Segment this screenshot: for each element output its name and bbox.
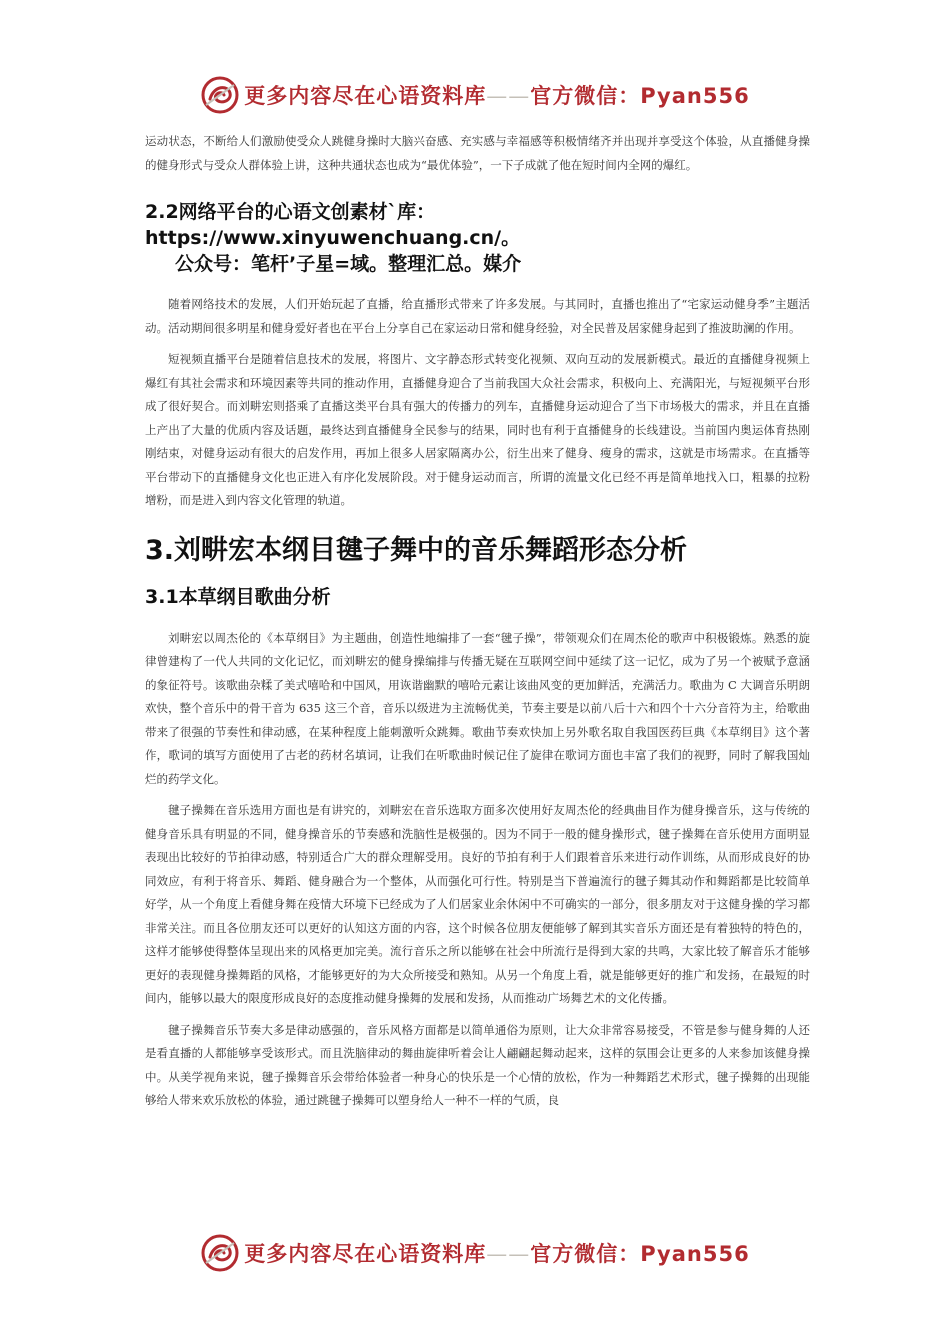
watermark-text [244,1238,749,1268]
watermark-separator: —— [486,84,531,108]
paragraph-2-2-b: 短视频直播平台是随着信息技术的发展，将图片、文字静态形式转变化视频、双向互动的发展新模式。最近的直播健身视频上爆红有其社会需求和环境因素等共同的推动作用，直播健身迎合了当前我国大众社会需求，积极向上、充满阳光，与短视频平台形成了很好契合。而刘畊宏则搭乘了直播这类平台具有强大的传播力的列车，直播健身运动迎合了当下市场极大的需求，并且在直播上产出了大量的优质内容及话题，最终达到直播健身全民参与的结果，同时也有利于直播健身的长线建设。当前国内奥运体育热刚刚结束，对健身运动有很大的启发作用，再加上很多人居家隔离办公，衍生出来了健身、瘦身的需求，这就是市场需求。在直播等平台带动下的直播健身文化也正进入有序化发展阶段。对于健身运动而言，所谓的流量文化已经不再是简单地找入口，粗暴的拉粉增粉，而是进入到内容文化管理的轨道。 [145,352,810,507]
heading-2-2-line2: 公众号：笔杆’子星=域。整理汇总。媒介 [175,253,522,275]
watermark-banner-bottom [0,1228,950,1278]
swirl-logo-icon [200,1233,240,1273]
paragraph-top: 运动状态，不断给人们激励使受众人跳健身操时大脑兴奋感、充实感与幸福感等积极情绪齐并出现并享受这个体验，从直播健身操的健身形式与受众人群体验上讲，这种共通状态也成为“最优体验”，一下子成就了他在短时间内全网的爆红。 [145,134,810,172]
watermark-wechat: 官方微信：Pyan556 [530,1242,750,1266]
paragraph-2-2-a: 随着网络技术的发展，人们开始玩起了直播，给直播形式带来了许多发展。与其同时，直播也推出了“宅家运动健身季”主题活动。活动期间很多明星和健身爱好者也在平台上分享自己在家运动日常和健身经验，对全民普及居家健身起到了推波助澜的作用。 [145,297,810,335]
watermark-main: 更多内容尽在心语资料库 [244,1242,487,1266]
section-heading-3-1: 3.1本草纲目歌曲分析 [145,585,331,608]
paragraph-3-1-c: 毽子操舞音乐节奏大多是律动感强的，音乐风格方面都是以简单通俗为原则，让大众非常容易接受，不管是参与健身舞的人还是看直播的人都能够享受该形式。而且洗脑律动的舞曲旋律听着会让人翩翩起舞动起来，这样的氛围会让更多的人来参加该健身操中。从美学视角来说，毽子操舞音乐会带给体验者一种身心的快乐是一个心情的放松，作为一种舞蹈艺术形式，毽子操舞的出现能够给人带来欢乐放松的体验，通过跳毽子操舞可以塑身给人一种不一样的气质，良 [145,1022,810,1107]
swirl-logo-icon [200,75,240,115]
heading-2-2-line1: 2.2网络平台的心语文创素材`库：https://www.xinyuwenchuang.cn/。 [145,201,521,249]
paragraph-3-1-b: 毽子操舞在音乐选用方面也是有讲究的，刘畊宏在音乐选取方面多次使用好友周杰伦的经典曲目作为健身操音乐，这与传统的健身音乐具有明显的不同，健身操音乐的节奏感和洗脑性是极强的。因为不同于一般的健身操形式，毽子操舞在音乐使用方面明显表现出比较好的节拍律动感，特别适合广大的群众理解受用。良好的节拍有利于人们跟着音乐来进行动作训练，从而形成良好的协同效应，有利于将音乐、舞蹈、健身融合为一个整体，从而强化可行性。特别是当下普遍流行的毽子舞其动作和舞蹈都是比较简单好学，从一个角度上看健身舞在疫情大环境下已经成为了人们居家业余休闲中不可确实的一部分，很多朋友对于这健身操的学习都非常关注。而且各位朋友还可以更好的认知这方面的内容，这个时候各位朋友便能够了解到其实音乐方面还是有着独特的特色的，这样才能够使得整体呈现出来的风格更加完美。流行音乐之所以能够在社会中所流行是得到大家的共鸣，大家比较了解音乐才能够更好的表现健身操舞蹈的风格，才能够更好的为大众所接受和熟知。从另一个角度上看，就是能够更好的推广和发扬，在最短的时间内，能够以最大的限度形成良好的态度推动健身操舞的发展和发扬，从而推动广场舞艺术的文化传播。 [145,803,810,1005]
document-body [145,130,810,1113]
paragraph-3-1-a: 刘畊宏以周杰伦的《本草纲目》为主题曲，创造性地编排了一套“毽子操”，带领观众们在周杰伦的歌声中积极锻炼。熟悉的旋律曾建构了一代人共同的文化记忆，而刘畊宏的健身操编排与传播无疑在互联网空间中延续了这一记忆，成为了另一个被赋予意涵的象征符号。该歌曲杂糅了美式嘻哈和中国风，用诙谐幽默的嘻哈元素让该曲风变的更加鲜活，充满活力。歌曲为 C 大调音乐明朗欢快，整个音乐中的骨干音为 635 这三个音，音乐以级进为主流畅优美，节奏主要是以前八后十六和四个十六分音符为主，给歌曲带来了很强的节奏性和律动感，在某种程度上能刺激听众跳舞。歌曲节奏欢快加上另外歌名取自我国医药巨典《本草纲目》这个著作，歌词的填写方面使用了古老的药材名填词，让我们在听歌曲时候记住了旋律在歌词方面也丰富了我们的视野，同时了解我国灿烂的药学文化。 [145,630,810,786]
watermark-text [244,80,749,110]
watermark-wechat: 官方微信：Pyan556 [530,84,750,108]
section-heading-2-2 [145,199,810,277]
watermark-main: 更多内容尽在心语资料库 [244,84,487,108]
watermark-banner-top [0,70,950,120]
chapter-heading-3: 3.刘畊宏本纲目毽子舞中的音乐舞蹈形态分析 [145,534,688,566]
watermark-separator: —— [486,1242,531,1266]
